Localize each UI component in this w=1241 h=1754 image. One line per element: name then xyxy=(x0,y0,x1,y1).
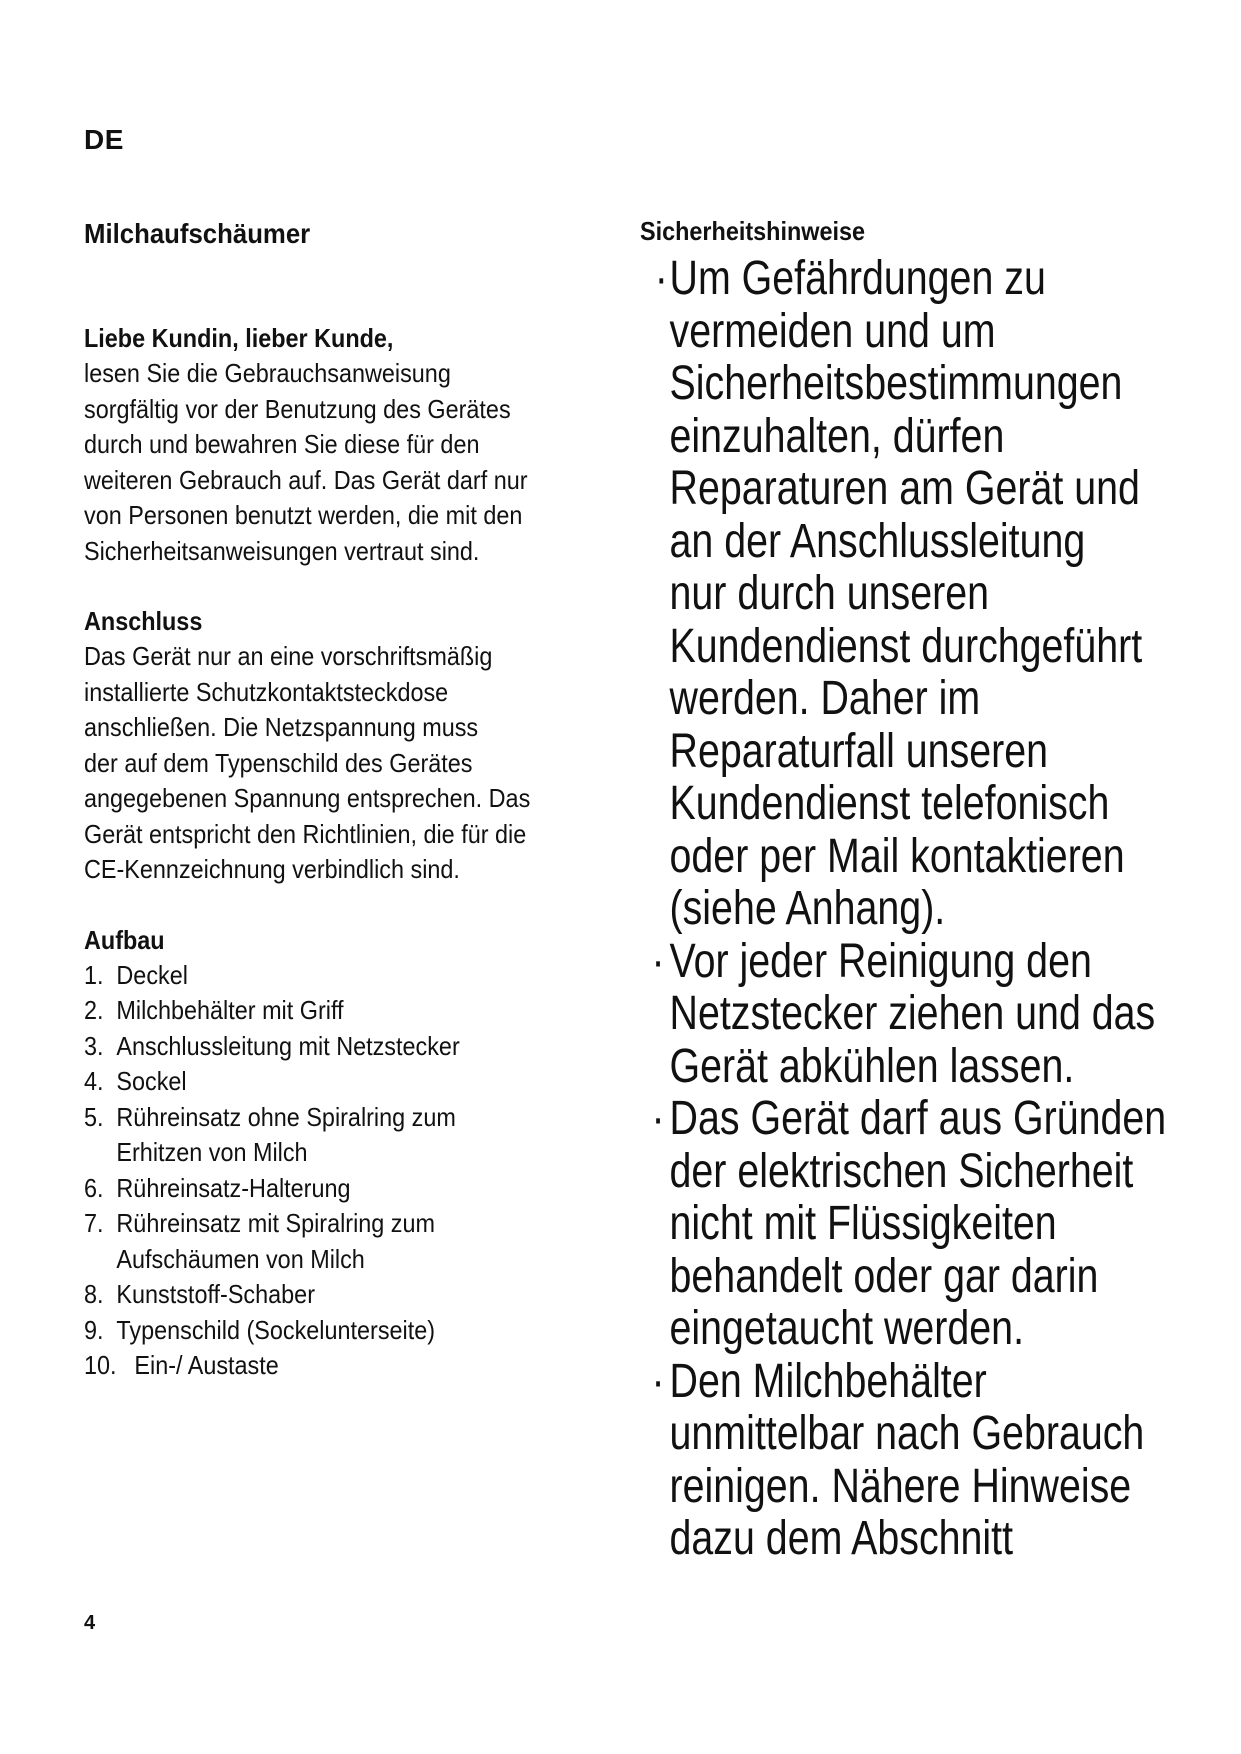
item-number: 2. xyxy=(84,995,104,1025)
list-item xyxy=(84,1171,606,1207)
language-code: DE xyxy=(84,124,124,155)
item-text: Sockel xyxy=(116,1066,187,1096)
connection-body: Das Gerät nur an eine vorschriftsmäßig installierte Schutzkontaktsteckdose anschließen. Die Netzspannung muss der auf dem Typenschild des Gerätes angegebenen Spannung entsprechen. Das Gerät entspricht den Richtlinien, die für die CE-Kennzeichnung verbindlich sind. xyxy=(84,641,531,884)
item-text: Das Gerät darf aus Gründen der elektrischen Sicherheit nicht mit Flüssigkeiten behandelt oder gar darin eingetaucht werden. xyxy=(669,1092,1167,1355)
list-item xyxy=(640,1093,1227,1356)
item-number: 5. xyxy=(84,1101,104,1132)
item-text: Den Milchbehälter unmittelbar nach Gebrauch reinigen. Nähere Hinweise dazu dem Abschnitt xyxy=(669,1354,1145,1565)
list-item xyxy=(84,1313,606,1349)
item-text: Deckel xyxy=(116,959,188,990)
list-item xyxy=(84,1100,606,1171)
item-number: 9. xyxy=(84,1314,104,1345)
list-item xyxy=(640,253,1227,936)
assembly-heading: Aufbau xyxy=(84,924,165,955)
connection-section xyxy=(84,603,604,888)
parts-list xyxy=(84,958,606,1384)
item-text: Um Gefährdungen zu vermeiden und um Sicherheitsbestimmungen einzuhalten, dürfen Reparaturen am Gerät und an der Anschlussleitung nur durch unseren Kundendienst durchgeführt werden. Daher im Reparaturfall unseren Kundendienst telefonisch oder per Mail kontaktieren (siehe Anhang). xyxy=(669,252,1143,935)
item-text: Ein-/ Austaste xyxy=(134,1350,279,1380)
connection-heading: Anschluss xyxy=(84,606,203,636)
greeting-section xyxy=(84,320,604,569)
item-number: 10. xyxy=(84,1350,117,1380)
item-text: Rühreinsatz-Halterung xyxy=(116,1172,351,1203)
document-title: Milchaufschäumer xyxy=(84,218,311,249)
item-text: Rühreinsatz mit Spiralring zum Aufschäumen von Milch xyxy=(116,1208,436,1274)
list-item xyxy=(84,1064,606,1100)
item-text: Typenschild (Sockelunterseite) xyxy=(116,1314,436,1345)
left-column xyxy=(84,218,604,1384)
safety-heading: Sicherheitshinweise xyxy=(640,216,865,246)
greeting-body: lesen Sie die Gebrauchsanweisung sorgfältig vor der Benutzung des Gerätes durch und bewahren Sie diese für den weiteren Gebrauch auf. Das Gerät darf nur von Personen benutzt werden, die mit den Sicherheitsanweisungen vertraut sind. xyxy=(84,358,528,566)
item-text: Vor jeder Reinigung den Netzstecker ziehen und das Gerät abkühlen lassen. xyxy=(669,934,1156,1093)
item-text: Anschlussleitung mit Netzstecker xyxy=(116,1030,460,1061)
item-number: 4. xyxy=(84,1066,104,1096)
item-number: 7. xyxy=(84,1208,104,1238)
list-item xyxy=(84,1029,606,1065)
list-item xyxy=(640,1356,1227,1566)
list-item xyxy=(84,993,606,1029)
safety-list xyxy=(640,253,1200,1566)
bullet-icon: · xyxy=(651,1354,665,1408)
item-number: 8. xyxy=(84,1279,104,1309)
list-item xyxy=(84,1348,606,1384)
list-item xyxy=(84,958,606,994)
right-column xyxy=(640,216,1200,1566)
item-number: 3. xyxy=(84,1030,104,1061)
item-text: Kunststoff-Schaber xyxy=(116,1279,315,1309)
greeting-heading: Liebe Kundin, lieber Kunde, xyxy=(84,323,394,353)
bullet-icon: · xyxy=(651,934,665,988)
item-text: Milchbehälter mit Griff xyxy=(116,995,344,1025)
bullet-icon: · xyxy=(651,1092,665,1145)
item-number: 6. xyxy=(84,1172,104,1203)
bullet-icon: · xyxy=(654,252,668,305)
item-number: 1. xyxy=(84,959,104,990)
page-number: 4 xyxy=(84,1612,96,1634)
item-text: Rühreinsatz ohne Spiralring zum Erhitzen von Milch xyxy=(116,1101,456,1167)
assembly-section xyxy=(84,922,604,1384)
list-item xyxy=(84,1206,606,1277)
list-item xyxy=(84,1277,606,1313)
list-item xyxy=(640,936,1227,1094)
